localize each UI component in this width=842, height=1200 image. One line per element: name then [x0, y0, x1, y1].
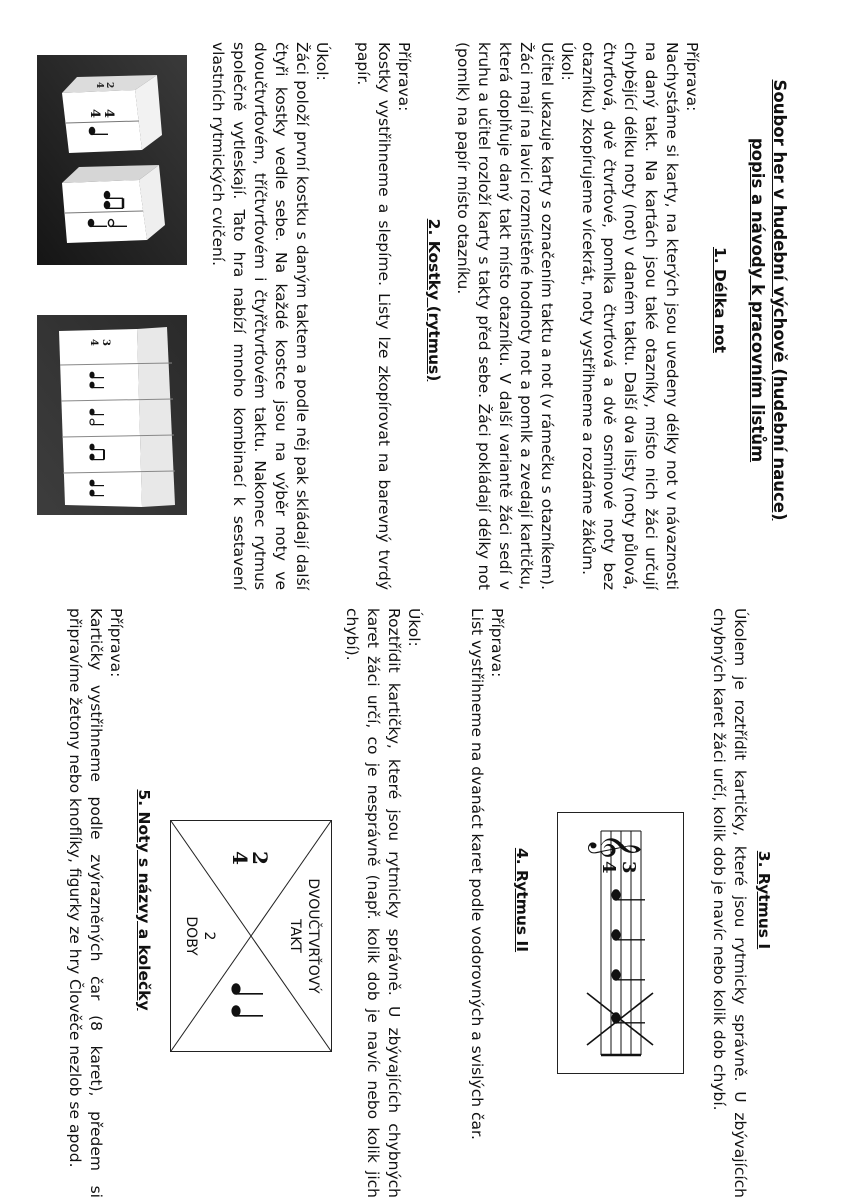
staff-time-bottom: 4 [598, 861, 619, 874]
section1-ukol-label: Úkol: [558, 42, 576, 81]
section2-ukol-label: Úkol: [313, 42, 331, 81]
meter-card-art [171, 821, 331, 1051]
section5-priprava-text: Kartičky vystřihneme podle zvýrazněných čar (8 karet), předem si připravíme žetony nebo knoflíky, figurky ze hry Člověče nezlob se apod. [66, 608, 105, 1198]
cube1-time-bottom: 4 [87, 109, 102, 119]
meter-card-title-line1: DVOUČTVRŤOVÝ [305, 878, 321, 994]
section4-priprava-label: Příprava: [488, 608, 506, 678]
meter-card-example [170, 820, 332, 1052]
section4-ukol-text: Roztřídit kartičky, které jsou rytmicky správně. U zbývajících chybných karet žáci určí, co je nesprávně (např. kolik dob je navíc nebo kolik jich chybí). [343, 608, 403, 1198]
treble-clef-icon: 𝄞 [590, 833, 641, 860]
section3-intro-text: Úkolem je roztřídit kartičky, které jsou rytmicky správně. U zbývajících chybných karet žáci určí, kolik dob je navíc nebo kolik dob chybí. [710, 608, 749, 1198]
staff-time-top: 3 [618, 861, 639, 874]
cube-small-time-bottom: 4 [94, 82, 104, 89]
section2-priprava-text: Kostky vystřihneme a slepíme. Listy lze zkopírovat na barevný tvrdý papír. [354, 42, 393, 590]
meter-card-title-line2: TAKT [287, 919, 303, 953]
section-heading-3: 3. Rytmus I [755, 850, 773, 950]
section1-ukol-text: Učitel ukazuje karty s označením taktu a not (v rámečku s otazníkem). Žáci mají na lavici rozmístěné hodnoty not a pomlk a zvedají kartičku, která doplňuje daný takt místo otazníku. V další variantě žáci sedí v kruhu a učitel rozloží karty s takty před sebe. Žáci pokládají délky not (pomlk) na papír místo otazníku. [454, 42, 556, 590]
section-heading-4: 4. Rytmus II [513, 847, 531, 953]
strip-first-cube-time-bottom: 4 [88, 339, 99, 346]
meter-card-number: 2 [201, 931, 217, 941]
section1-priprava-text: Nachystáme si karty, na kterých jsou uvedeny délky not v návaznosti na daný takt. Na kartách jsou také otazníky, místo nich žáci určují chybějící délku noty (not) v daném taktu. Další dva listy (noty půlová, čtvrťová, dvě čtvrťové, pomlka čtvrťová a dvě osminové noty bez otazníku) zkopírujeme vícekrát, noty vystřihneme a rozdáme žákům. [579, 42, 681, 590]
cube1-time-top: 4 [101, 109, 116, 119]
cross-out-mark [587, 993, 653, 1045]
meter-card-time-bottom: 4 [228, 851, 252, 865]
right-column [0, 600, 842, 1200]
section4-ukol-label: Úkol: [405, 608, 423, 647]
section-heading-2: 2. Kostky (rytmus) [425, 218, 443, 382]
section1-priprava-label: Příprava: [683, 42, 701, 112]
cube-strip-photo-art [37, 315, 187, 515]
cube-strip-photo [37, 315, 187, 515]
section2-priprava-label: Příprava: [395, 42, 413, 112]
cubes-photo-art [37, 55, 187, 265]
rhythm-staff-card [557, 812, 684, 1074]
document-title-line2: popis a návody k pracovním listům [748, 137, 767, 463]
meter-card-time-top: 2 [248, 851, 272, 865]
section4-priprava-text: List vystřihneme na dvanáct karet podle vodorovných a svislých čar. [468, 608, 486, 1140]
cubes-photo [37, 55, 187, 265]
strip-first-cube-time-top: 3 [100, 339, 111, 346]
document-title-line1: Soubor her v hudební výchově (hudební nauce) [770, 79, 789, 521]
section-heading-5: 5. Noty s názvy a kolečky [135, 789, 153, 1011]
cube-small-time-top: 2 [104, 82, 114, 89]
section-heading-1: 1. Délka not [711, 246, 729, 354]
section5-priprava-label: Příprava: [107, 608, 125, 678]
rhythm-staff-art [558, 813, 683, 1073]
meter-card-doby: DOBY [183, 916, 199, 956]
section2-ukol-text: Žáci položí první kostku s daným taktem a podle něj pak skládají další čtyři kostky vedle sebe. Na každé kostce jsou na výběr noty ve dvoučtvrťovém, tříčtvrťovém i čtyřčtvrťovém taktu. Nakonec rytmus společně vytleskají. Tato hra nabízí mnoho kombinací k sestavení vlastních rytmických cvičení. [209, 42, 311, 590]
